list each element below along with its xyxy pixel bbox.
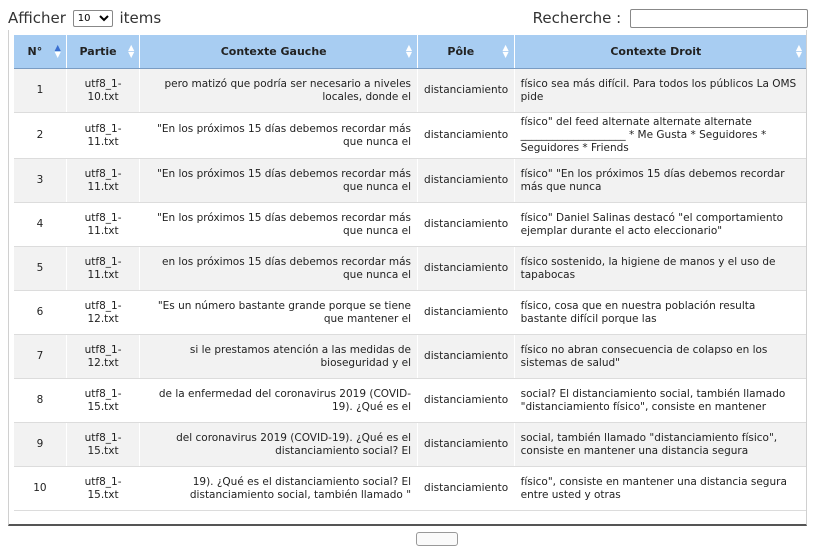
results-table (14, 35, 807, 511)
column-header-pole[interactable]: Pôle ▲ ▼ (418, 35, 515, 69)
cell-pole: distanciamiento (418, 467, 515, 511)
cell-contexte-droit: físico sea más difícil. Para todos los públicos La OMS pide (514, 69, 807, 113)
column-header-num[interactable]: N° ▲ ▼ (14, 35, 66, 69)
page-length-select[interactable] (73, 10, 113, 27)
cell-partie: utf8_1-11.txt (66, 113, 139, 159)
cell-contexte-gauche: en los próximos 15 días debemos recordar más que nunca el (140, 247, 418, 291)
page-length-suffix: items (119, 9, 162, 27)
column-header-contexte-gauche[interactable]: Contexte Gauche ▲ ▼ (140, 35, 418, 69)
search-control (533, 8, 808, 28)
cell-pole: distanciamiento (418, 69, 515, 113)
page-length-prefix: Afficher (8, 9, 66, 27)
cell-contexte-gauche: si le prestamos atención a las medidas de bioseguridad y el (140, 335, 418, 379)
sort-icon: ▲ ▼ (405, 43, 413, 59)
sort-icon: ▲ ▼ (502, 43, 509, 59)
cell-num: 2 (14, 113, 66, 159)
cell-num: 9 (14, 423, 66, 467)
table-row (14, 335, 807, 379)
table-row (14, 113, 807, 159)
cell-partie: utf8_1-15.txt (66, 423, 139, 467)
cell-pole: distanciamiento (418, 203, 515, 247)
search-input[interactable] (630, 9, 808, 28)
cell-partie: utf8_1-15.txt (66, 379, 139, 423)
cell-pole: distanciamiento (418, 247, 515, 291)
table-row (14, 159, 807, 203)
column-header-partie[interactable]: Partie ▲ ▼ (66, 35, 139, 69)
cell-pole: distanciamiento (418, 159, 515, 203)
cell-contexte-droit: físico" Daniel Salinas destacó "el comportamiento ejemplar durante el acto eleccionario" (514, 203, 807, 247)
column-header-contexte-droit[interactable]: Contexte Droit ▲ ▼ (514, 35, 807, 69)
cell-contexte-droit: físico sostenido, la higiene de manos y el uso de tapabocas (514, 247, 807, 291)
cell-contexte-droit: social? El distanciamiento social, también llamado "distanciamiento físico", consiste en mantener (514, 379, 807, 423)
sort-icon: ▲ ▼ (795, 43, 802, 59)
cell-pole: distanciamiento (418, 335, 515, 379)
cell-partie: utf8_1-12.txt (66, 291, 139, 335)
cell-contexte-gauche: "Es un número bastante grande porque se tiene que mantener el (140, 291, 418, 335)
sort-icon: ▲ ▼ (128, 43, 135, 59)
pagination-button[interactable] (416, 532, 458, 546)
cell-pole: distanciamiento (418, 423, 515, 467)
cell-partie: utf8_1-15.txt (66, 467, 139, 511)
cell-contexte-droit: social, también llamado "distanciamiento físico", consiste en mantener una distancia segura (514, 423, 807, 467)
cell-contexte-gauche: del coronavirus 2019 (COVID-19). ¿Qué es el distanciamiento social? El (140, 423, 418, 467)
cell-contexte-droit: físico" "En los próximos 15 días debemos recordar más que nunca (514, 159, 807, 203)
cell-contexte-gauche: "En los próximos 15 días debemos recordar más que nunca el (140, 159, 418, 203)
cell-num: 6 (14, 291, 66, 335)
cell-num: 1 (14, 69, 66, 113)
table-row (14, 467, 807, 511)
cell-contexte-droit: físico", consiste en mantener una distancia segura entre usted y otras (514, 467, 807, 511)
cell-num: 7 (14, 335, 66, 379)
cell-contexte-droit: físico, cosa que en nuestra población resulta bastante difícil porque las (514, 291, 807, 335)
cell-num: 4 (14, 203, 66, 247)
cell-num: 3 (14, 159, 66, 203)
page-length-control (8, 8, 161, 28)
cell-partie: utf8_1-11.txt (66, 203, 139, 247)
search-label: Recherche : (532, 9, 622, 27)
results-table-container (8, 30, 807, 526)
cell-pole: distanciamiento (418, 291, 515, 335)
table-row (14, 247, 807, 291)
cell-partie: utf8_1-12.txt (66, 335, 139, 379)
cell-partie: utf8_1-10.txt (66, 69, 139, 113)
table-row (14, 69, 807, 113)
cell-contexte-gauche: de la enfermedad del coronavirus 2019 (COVID-19). ¿Qué es el (140, 379, 418, 423)
cell-contexte-droit: físico no abran consecuencia de colapso en los sistemas de salud" (514, 335, 807, 379)
table-row (14, 379, 807, 423)
cell-num: 8 (14, 379, 66, 423)
cell-contexte-gauche: 19). ¿Qué es el distanciamiento social? El distanciamiento social, también llamado " (140, 467, 418, 511)
cell-contexte-gauche: "En los próximos 15 días debemos recordar más que nunca el (140, 113, 418, 159)
cell-num: 10 (14, 467, 66, 511)
cell-contexte-gauche: "En los próximos 15 días debemos recordar más que nunca el (140, 203, 418, 247)
table-controls (8, 8, 808, 30)
sort-ascending-icon: ▲ ▼ (54, 43, 61, 59)
cell-partie: utf8_1-11.txt (66, 247, 139, 291)
cell-partie: utf8_1-11.txt (66, 159, 139, 203)
cell-contexte-gauche: pero matizó que podría ser necesario a niveles locales, donde el (140, 69, 418, 113)
cell-num: 5 (14, 247, 66, 291)
cell-pole: distanciamiento (418, 379, 515, 423)
cell-contexte-droit: físico" del feed alternate alternate alternate ____________________ * Me Gusta * Seguidores * Seguidores * Friends (514, 113, 807, 159)
table-row (14, 203, 807, 247)
table-row (14, 291, 807, 335)
table-header-row (14, 35, 807, 69)
cell-pole: distanciamiento (418, 113, 515, 159)
table-row (14, 423, 807, 467)
